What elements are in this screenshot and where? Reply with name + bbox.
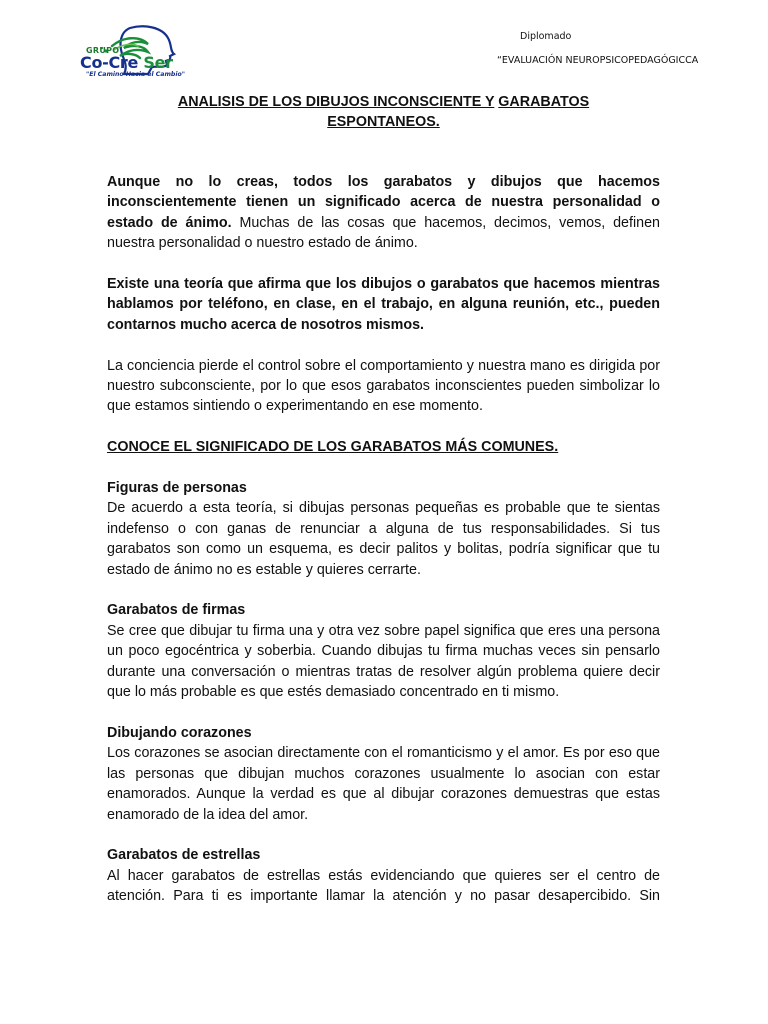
section-text-people: De acuerdo a esta teoría, si dibujas personas pequeñas es probable que te sientas indefenso o con ganas de renunciar a alguna de tus responsabilidades. Si tus garabatos son como un esquema, es decir palitos y bolitas, podría significar que tu estado de ánimo no es estable y quieres cerrarte. [107, 500, 660, 578]
title-line1-part2: GARABATOS [498, 94, 590, 110]
intro-paragraph [107, 172, 660, 254]
logo-grupo-text: GRUPO [86, 46, 120, 55]
logo-name-dash1: - [102, 53, 109, 72]
theory-paragraph: Existe una teoría que afirma que los dibujos o garabatos que hacemos mientras hablamos por teléfono, en clase, en el trabajo, en alguna reunión, etc., pueden contarnos mucho acerca de nosotros mismos. [107, 276, 660, 333]
logo-name-part1: Co [80, 53, 103, 72]
intro-regular-text: Muchas de las cosas que hacemos, decimos, vemos, definen nuestra personalidad o nuestro estado de ánimo. [107, 214, 660, 252]
intro-bold-text: Aunque no lo creas, todos los garabatos y dibujos que hacemos inconscientemente tienen un significado acerca de nuestra personalidad o estado de ánimo. [107, 174, 660, 231]
header-course-label: Diplomado [520, 31, 572, 42]
section-text-stars: Al hacer garabatos de estrellas estás evidenciando que quieres ser el centro de atención. Para ti es importante llamar la atención y no pasar desapercibido. Sin [107, 867, 660, 905]
document-title [107, 92, 660, 132]
logo-tagline: "El Camino Hacia el Cambio" [86, 71, 185, 78]
title-line2: ESPONTANEOS. [327, 114, 440, 130]
logo-name-part3: Ser [143, 53, 173, 72]
header-course-title: “EVALUACIÓN NEUROPSICOPEDAGÓGICCA [497, 55, 699, 66]
logo-name-text [80, 53, 173, 72]
section-heading-signatures: Garabatos de firmas [107, 602, 246, 619]
section-heading-stars: Garabatos de estrellas [107, 847, 261, 864]
title-line1-part1: ANALISIS DE LOS DIBUJOS INCONSCIENTE Y [177, 94, 495, 110]
company-logo [78, 24, 212, 80]
section-heading-people: Figuras de personas [107, 480, 247, 497]
section-heading-hearts: Dibujando corazones [107, 724, 252, 741]
section-text-hearts: Los corazones se asocian directamente con el romanticismo y el amor. Es por eso que las personas que dibujan muchos corazones usualmente lo asocian con estar enamorados. Aunque la verdad es que al dibujar corazones demuestras que estas enamorado de la idea del amor. [107, 745, 660, 823]
document-body [107, 172, 660, 907]
section-text-signatures: Se cree que dibujar tu firma una y otra vez sobre papel significa que eres una persona un poco egocéntrica y soberbia. Cuando dibujas tu firma muchas veces sin pensarlo durante una conversación o mientras tratas de resolver algún problema quiere decir que lo más probable es que estés demasiado concentrado en ti mismo. [107, 622, 660, 701]
logo-name-part2: Cre [108, 53, 139, 72]
conscience-paragraph: La conciencia pierde el control sobre el comportamiento y nuestra mano es dirigida por nuestro subconsciente, por lo que esos garabatos inconscientes pueden simbolizar lo que estamos sintiendo o experimentando en ese momento. [107, 357, 660, 415]
section-heading: CONOCE EL SIGNIFICADO DE LOS GARABATOS MÁS COMUNES. [107, 439, 559, 456]
